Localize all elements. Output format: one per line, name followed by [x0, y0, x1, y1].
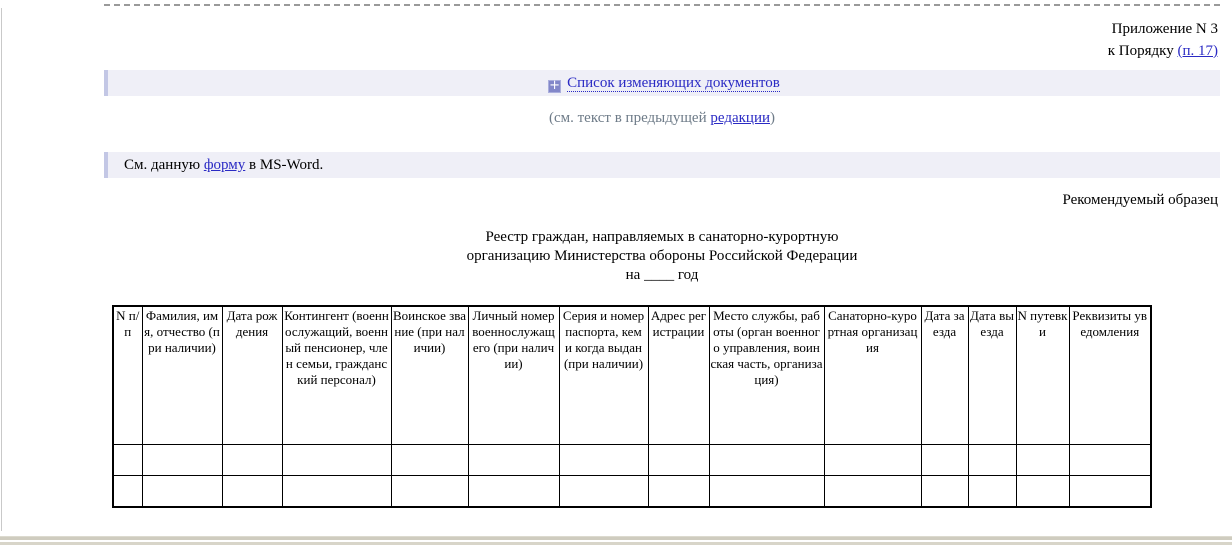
- registry-table: [112, 305, 1152, 508]
- table-cell: [1069, 445, 1151, 476]
- table-cell: [648, 445, 709, 476]
- document-title-line3: на ____ год: [625, 267, 699, 283]
- msword-prefix: См. данную: [124, 157, 204, 173]
- order-prefix: к Порядку: [1107, 43, 1178, 59]
- order-point-link[interactable]: (п. 17): [1177, 43, 1218, 59]
- table-cell: [559, 445, 648, 476]
- column-header: Личный номер военнослужащего (при наличии): [468, 306, 559, 445]
- table-row: [113, 476, 1151, 508]
- recommended-sample-label: Рекомендуемый образец: [1062, 192, 1218, 208]
- column-header: N путевки: [1016, 306, 1069, 445]
- table-cell: [921, 445, 968, 476]
- column-header: Адрес регистрации: [648, 306, 709, 445]
- page-left-border: [1, 8, 2, 531]
- table-cell: [222, 445, 282, 476]
- previous-edition-note: [104, 108, 1220, 128]
- table-cell: [968, 445, 1016, 476]
- column-header: Дата заезда: [921, 306, 968, 445]
- table-cell: [391, 445, 468, 476]
- table-cell: [468, 445, 559, 476]
- table-cell: [142, 445, 222, 476]
- table-cell: [391, 476, 468, 508]
- document-content: [104, 0, 1220, 508]
- column-header: Дата рождения: [222, 306, 282, 445]
- previous-edition-link[interactable]: редакции: [710, 110, 770, 126]
- table-cell: [222, 476, 282, 508]
- msword-suffix: в MS-Word.: [245, 157, 324, 173]
- column-header: Место службы, работы (орган военного управления, воинская часть, организация): [709, 306, 824, 445]
- msword-form-link[interactable]: форму: [203, 157, 246, 173]
- appendix-number: Приложение N 3: [1111, 21, 1218, 37]
- table-cell: [709, 476, 824, 508]
- table-cell: [282, 476, 391, 508]
- table-cell: [559, 476, 648, 508]
- table-cell: [113, 445, 142, 476]
- table-cell: [648, 476, 709, 508]
- table-cell: [142, 476, 222, 508]
- table-cell: [1016, 476, 1069, 508]
- table-cell: [709, 445, 824, 476]
- column-header: Санаторно-курортная организация: [824, 306, 921, 445]
- column-header: Воинское звание (при наличии): [391, 306, 468, 445]
- expand-plus-icon[interactable]: +: [549, 78, 561, 93]
- table-cell: [1069, 476, 1151, 508]
- registry-table-body: [113, 445, 1151, 508]
- column-header: Реквизиты уведомления: [1069, 306, 1151, 445]
- column-header: Дата выезда: [968, 306, 1016, 445]
- document-title-line1: Реестр граждан, направляемых в санаторно-курортную: [485, 229, 839, 245]
- table-cell: [113, 476, 142, 508]
- appendix-order-line: [104, 40, 1218, 62]
- table-cell: [282, 445, 391, 476]
- amending-documents-link[interactable]: Список изменяющих документов: [567, 75, 780, 91]
- registry-table-header-row: [113, 306, 1151, 445]
- previous-edition-prefix: (см. текст в предыдущей: [548, 110, 711, 126]
- table-cell: [921, 476, 968, 508]
- table-cell: [824, 476, 921, 508]
- table-row: [113, 445, 1151, 476]
- table-cell: [968, 476, 1016, 508]
- amending-documents-bar: [104, 70, 1220, 96]
- table-cell: [468, 476, 559, 508]
- previous-edition-suffix: ): [770, 110, 775, 126]
- column-header: Контингент (военнослужащий, военный пенсионер, член семьи, гражданский персонал): [282, 306, 391, 445]
- appendix-header: [104, 18, 1220, 62]
- document-title: [104, 228, 1220, 285]
- column-header: Фамилия, имя, отчество (при наличии): [142, 306, 222, 445]
- section-dashed-divider: [104, 4, 1220, 6]
- table-cell: [1016, 445, 1069, 476]
- column-header: N п/п: [113, 306, 142, 445]
- window-bottom-bar: [0, 536, 1232, 545]
- msword-form-bar: [104, 152, 1220, 178]
- table-cell: [824, 445, 921, 476]
- document-title-line2: организацию Министерства обороны Российской Федерации: [466, 248, 858, 264]
- column-header: Серия и номер паспорта, кем и когда выдан (при наличии): [559, 306, 648, 445]
